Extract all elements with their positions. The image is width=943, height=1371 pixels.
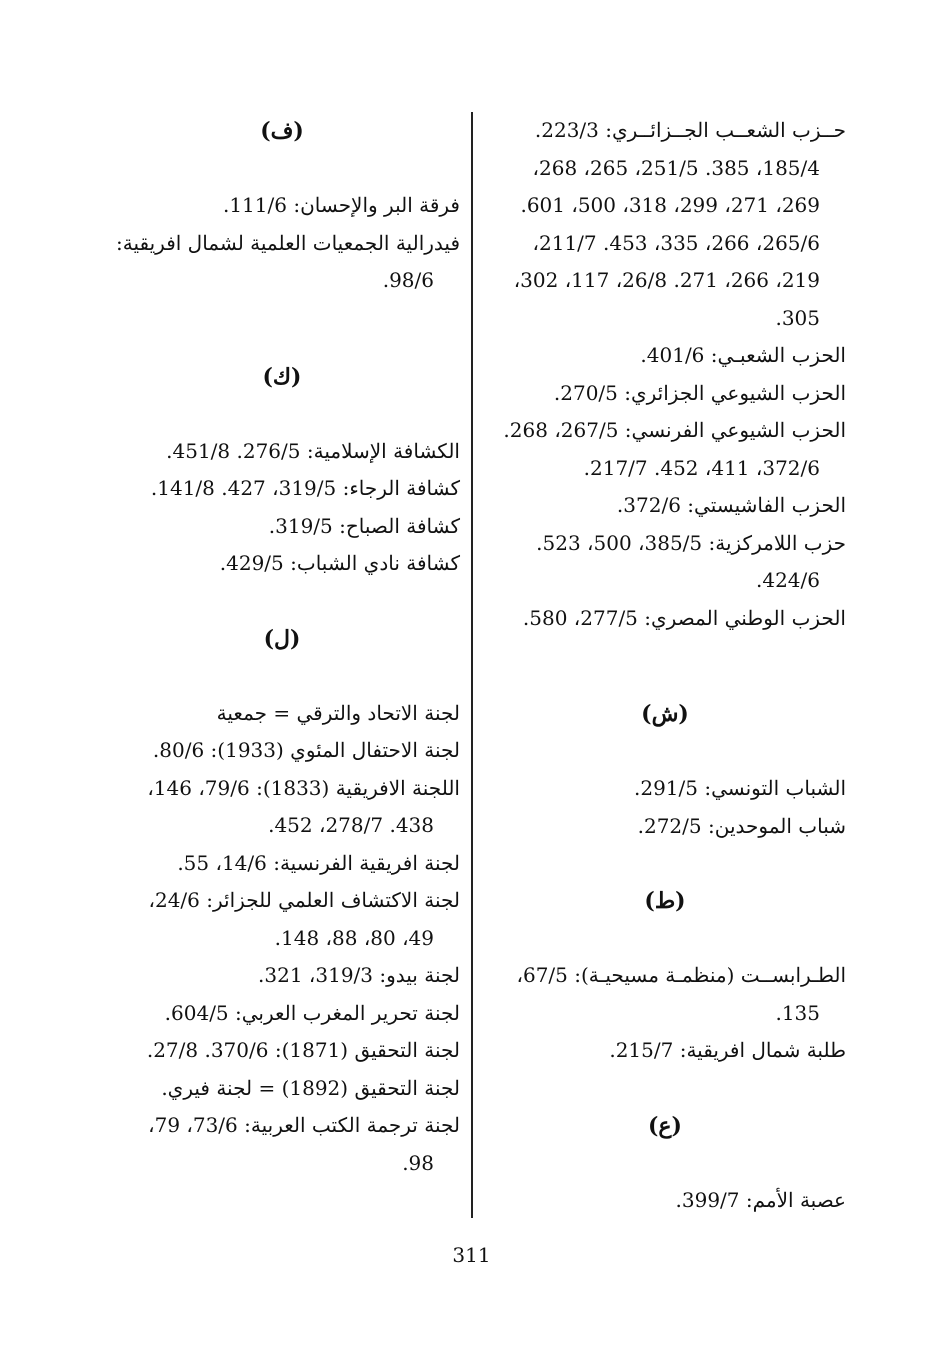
index-entry: لجنة التحقيق (1892) = لجنة فيري. [161,1075,460,1100]
left-column [104,112,460,1182]
index-entry: لجنة تحرير المغرب العربي: 604/5. [164,1000,460,1025]
index-entry: الحزب الوطني المصري: 277/5، 580. [522,605,846,630]
index-entry: الحزب الفاشيستي: 372/6. [616,493,846,517]
index-entry: الحزب الشيوعي الجزائري: 270/5. [553,380,846,405]
index-entry: شباب الموحدين: 272/5. [637,813,846,838]
index-entry: لجنة التحقيق (1871): 370/6. 27/8. [146,1038,460,1062]
index-entry [104,225,460,300]
index-entry: الحزب الشعبـي: 401/6. [640,343,846,367]
index-entry [104,882,460,957]
index-entry: كشافة الرجاء: 319/5، 427. 141/8. [150,476,460,500]
entry-line: 98. [402,1150,434,1175]
entry-line: اللجنة الافريقية (1833): 79/6، 146، [147,775,460,800]
entry-line: 49، 80، 88، 148. [274,925,434,950]
entry-line: 185/4، 385. 251/5، 265، 268، [532,155,820,180]
entry-line: لجنة ترجمة الكتب العربية: 73/6، 79، [148,1113,460,1137]
index-entry: كشافة نادي الشباب: 429/5. [219,551,460,575]
index-entry [104,770,460,845]
index-entry [484,112,846,337]
right-column [484,112,846,1219]
section-heading: (ع) [648,1112,682,1139]
index-entry: لجنة بيدو: 319/3، 321. [258,963,460,987]
entry-line: 219، 266، 271. 26/8، 117، 302، [513,268,820,292]
index-entry [484,957,846,1032]
entry-line: فيدرالية الجمعيات العلمية لشمال افريقية: [115,230,460,255]
index-entry: الكشافة الإسلامية: 276/5. 451/8. [166,438,460,463]
entry-line: 265/6، 266، 335، 453. 211/7، [532,230,820,255]
entry-line: حــزب الشعــب الجــزائــري: 223/3. [534,118,846,142]
index-entry: لجنة افريقية الفرنسية: 14/6، 55. [177,850,460,875]
page-number: 311 [452,1243,491,1267]
entry-line: 424/6. [756,568,820,592]
entry-line: الطـرابســت (منظمـة مسيحيـة): 67/5، [516,963,846,987]
section-heading: (ف) [260,118,304,144]
entry-line: 305. [775,305,820,330]
entry-line: 372/6، 411، 452. 217/7. [583,455,820,480]
section-heading: (ش) [641,701,689,727]
section-heading: (ط) [644,888,686,914]
entry-line: 135. [775,1000,820,1025]
entry-line: 98/6. [382,268,434,292]
index-entry [104,1107,460,1182]
column-divider [471,112,473,1218]
index-entry: فرقة البر والإحسان: 111/6. [222,193,460,217]
index-entry: لجنة الاتحاد والترقي = جمعية [216,700,460,725]
entry-line: 269، 271، 299، 318، 500، 601. [520,193,820,217]
index-entry: طلبة شمال افريقية: 215/7. [609,1038,846,1062]
index-entry: كشافة الصباح: 319/5. [268,513,460,538]
index-entry: الشباب التونسي: 291/5. [634,776,846,800]
index-entry: عصبة الأمم: 399/7. [675,1187,846,1212]
entry-line: حزب اللامركزية: 385/5، 500، 523. [536,530,846,555]
index-entry: لجنة الاحتفال المئوي (1933): 80/6. [152,738,460,762]
entry-line: لجنة الاكتشاف العلمي للجزائر: 24/6، [148,888,460,912]
section-heading: (ك) [262,363,302,390]
entry-line: 438. 278/7، 452. [268,813,434,837]
entry-line: الحزب الشيوعي الفرنسي: 267/5، 268. [503,418,846,442]
section-heading: (ل) [263,625,301,652]
index-entry [484,525,846,600]
index-entry [484,412,846,487]
